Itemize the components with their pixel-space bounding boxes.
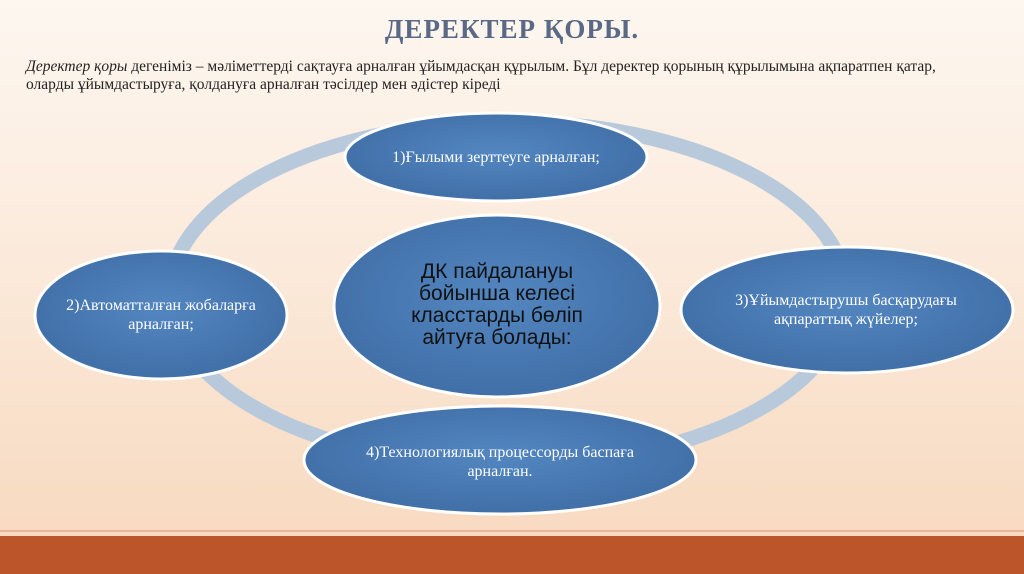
intro-text: дегеніміз – мәліметтерді сақтауға арналған ұйымдасқан құрылым. Бұл деректер қорының құрылымына ақпаратпен қатар, оларды ұйымдастыруға, қолдануға арналған тәсілдер мен әдістер кіреді [26, 58, 936, 93]
center-label: ДК пайдалануы бойынша келесі класстарды бөліп айтуға болады: [411, 260, 583, 349]
footer-bar [0, 536, 1024, 574]
slide-title: ДЕРЕКТЕР ҚОРЫ. [384, 14, 640, 44]
node-2-label: 2)Автоматталған жобаларға арналған; [66, 297, 256, 333]
node-4-label: 4)Технологиялық процессорды баспаға арналған. [366, 444, 634, 480]
intro-term: Деректер қоры [26, 58, 128, 75]
node-1-label: 1)Ғылыми зерттеуге арналған; [392, 148, 600, 166]
node-3-label: 3)Ұйымдастырушы басқарудағы ақпараттық жүйелер; [735, 292, 957, 328]
footer-divider [0, 530, 1024, 532]
